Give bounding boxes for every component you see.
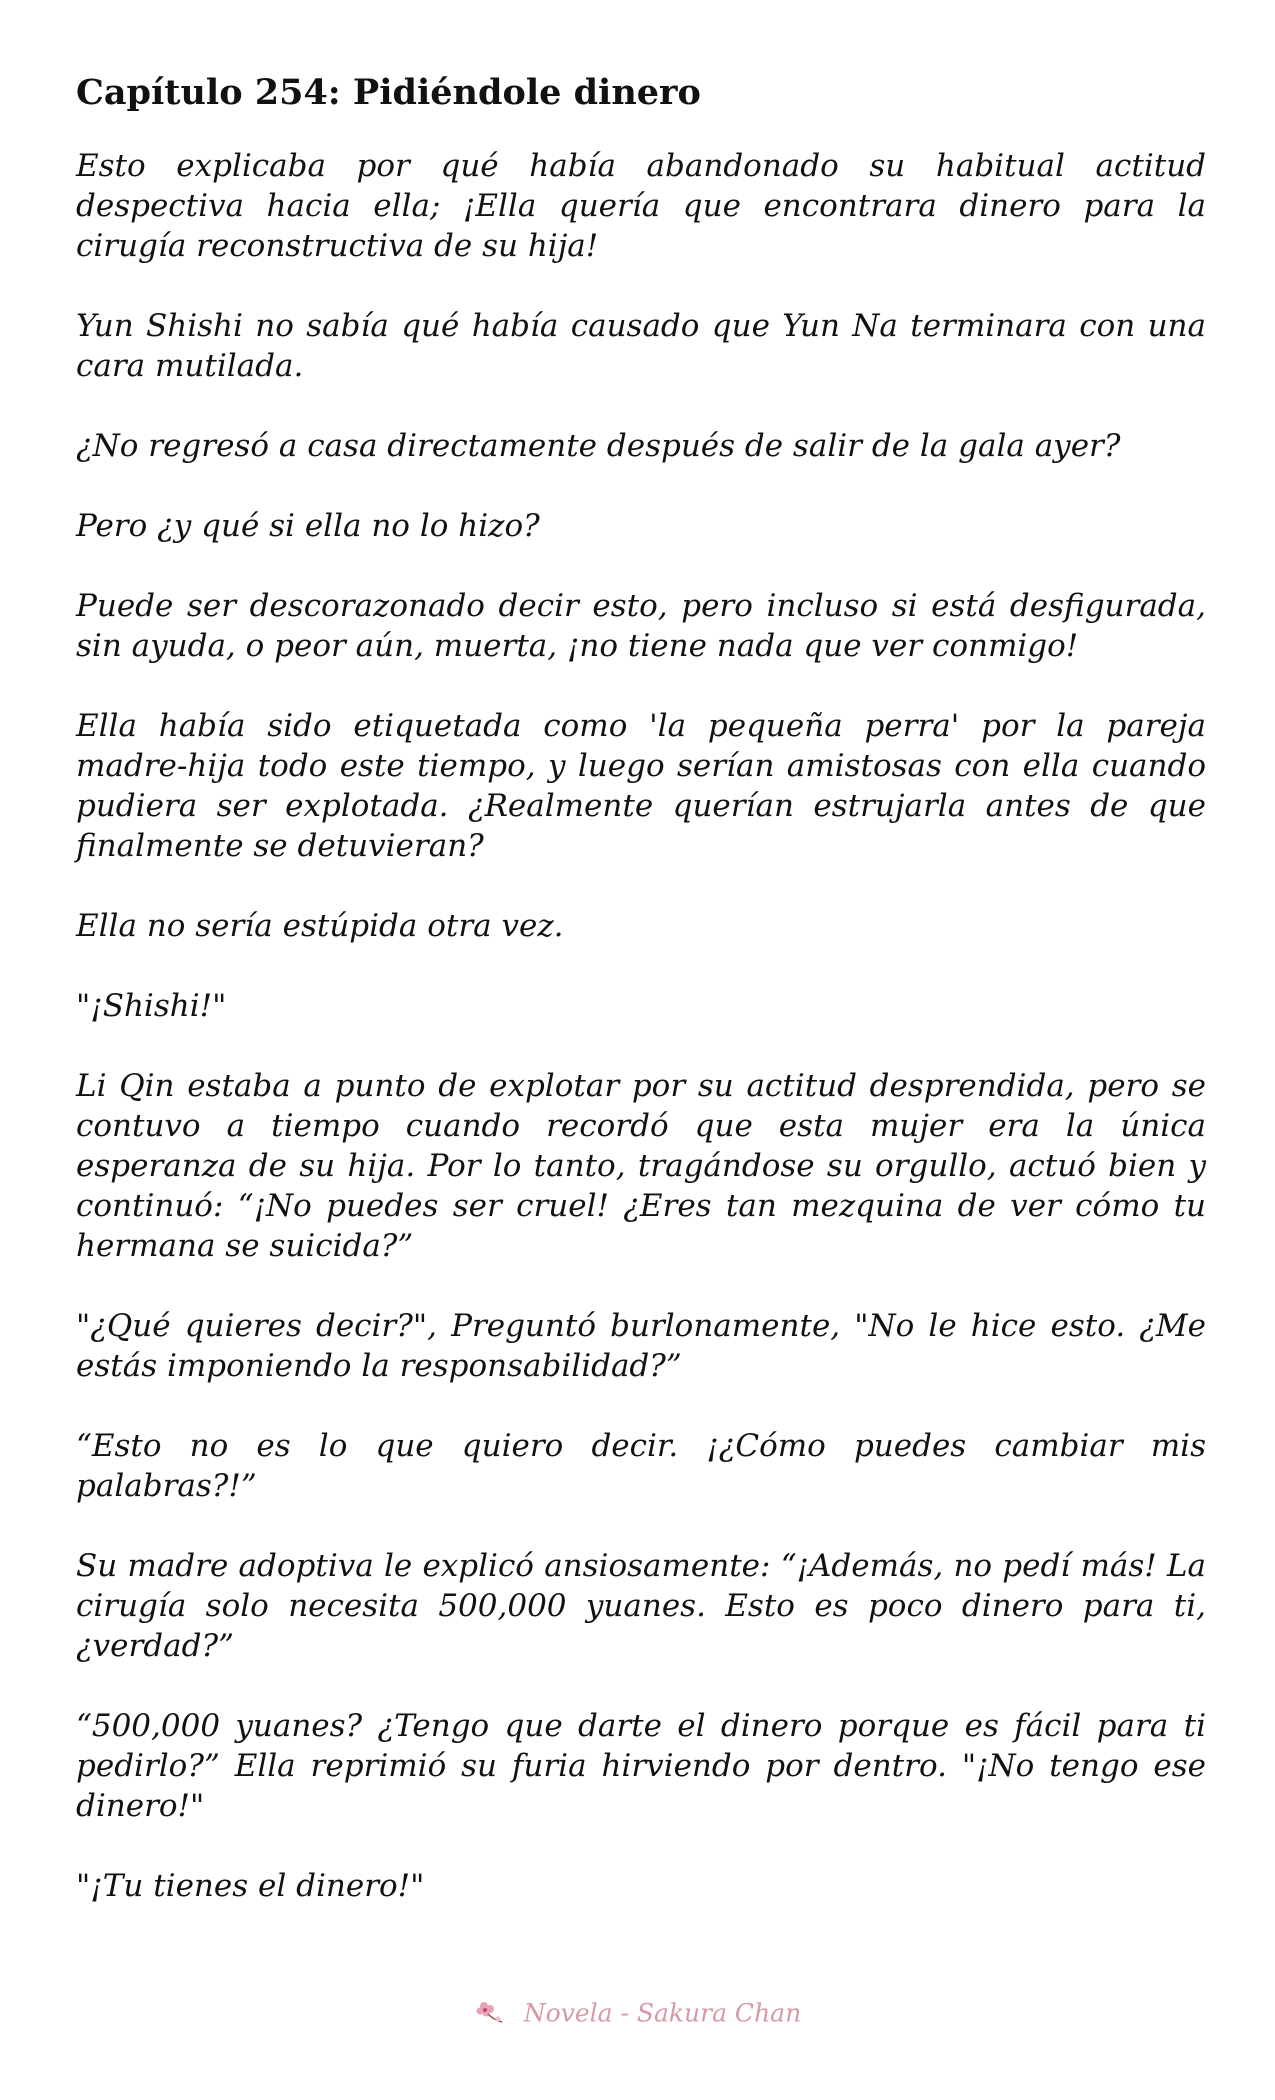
paragraph-11: “Esto no es lo que quiero decir. ¡¿Cómo puedes cambiar mis palabras?!” [76,1428,1206,1504]
paragraph-3: ¿No regresó a casa directamente después de salir de la gala ayer? [76,428,1121,464]
paragraph-8: "¡Shishi!" [76,988,227,1024]
chapter-page [76,70,1206,1946]
paragraph-6: Ella había sido etiquetada como 'la pequeña perra' por la pareja madre-hija todo este tiempo, y luego serían amistosas con ella cuando pudiera ser explotada. ¿Realmente querían estrujarla antes de que finalmente se detuvieran? [76,708,1206,864]
watermark [0,1998,1275,2032]
paragraph-1: Esto explicaba por qué había abandonado su habitual actitud despectiva hacia ella; ¡Ella quería que encontrara dinero para la cirugía reconstructiva de su hija! [76,148,1206,264]
paragraph-7: Ella no sería estúpida otra vez. [76,908,564,944]
paragraph-10: "¿Qué quieres decir?", Preguntó burlonamente, "No le hice esto. ¿Me estás imponiendo la responsabilidad?” [76,1308,1206,1384]
sakura-flower-icon [474,1998,508,2032]
paragraph-14: "¡Tu tienes el dinero!" [76,1868,425,1904]
paragraph-2: Yun Shishi no sabía qué había causado que Yun Na terminara con una cara mutilada. [76,308,1206,384]
paragraph-12: Su madre adoptiva le explicó ansiosamente: “¡Además, no pedí más! La cirugía solo necesita 500,000 yuanes. Esto es poco dinero para ti, ¿verdad?” [76,1548,1206,1664]
chapter-title: Capítulo 254: Pidiéndole dinero [76,72,701,113]
paragraph-5: Puede ser descorazonado decir esto, pero incluso si está desfigurada, sin ayuda, o peor aún, muerta, ¡no tiene nada que ver conmigo! [76,588,1206,664]
paragraph-9: Li Qin estaba a punto de explotar por su actitud desprendida, pero se contuvo a tiempo cuando recordó que esta mujer era la única esperanza de su hija. Por lo tanto, tragándose su orgullo, actuó bien y continuó: “¡No puedes ser cruel! ¿Eres tan mezquina de ver cómo tu hermana se suicida?” [76,1068,1206,1264]
paragraph-13: “500,000 yuanes? ¿Tengo que darte el dinero porque es fácil para ti pedirlo?” Ella reprimió su furia hirviendo por dentro. "¡No tengo ese dinero!" [76,1708,1206,1824]
paragraph-4: Pero ¿y qué si ella no lo hizo? [76,508,540,544]
watermark-text: Novela - Sakura Chan [523,1998,802,2028]
